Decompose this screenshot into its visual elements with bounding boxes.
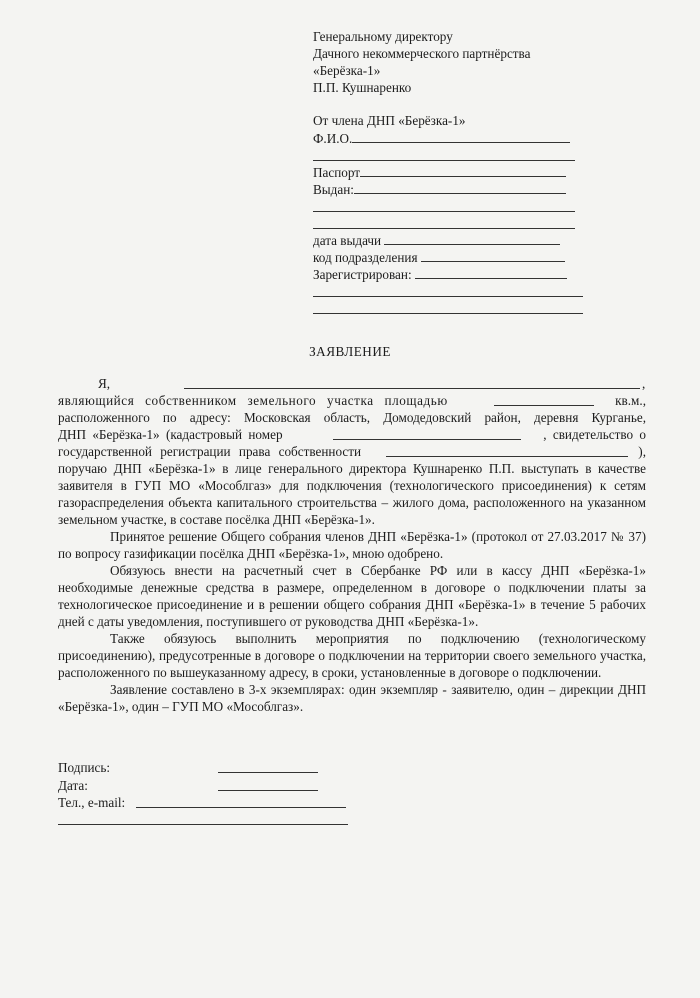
cadastral-row <box>58 426 646 443</box>
from-member-label: От члена ДНП «Берёзка-1» <box>313 113 466 128</box>
paragraph-obligation: Также обязуюсь выполнить мероприятия по подключению (технологическому присоединению), предусотренные в договоре о подключении на территории своего земельного участка, расположенного по вышеуказанному адресу, в сроки, установленные в договоре о подключении. <box>58 631 646 680</box>
issue-date-field[interactable] <box>384 231 560 245</box>
ya-comma: , <box>642 376 646 391</box>
date-row <box>58 777 358 795</box>
signature-label: Подпись: <box>58 760 111 775</box>
signature-field[interactable] <box>218 759 318 773</box>
fio-field-continuation[interactable] <box>313 146 593 163</box>
ya-row <box>58 375 646 392</box>
addressee-line-1: Генеральному директору <box>313 29 453 44</box>
document-title: ЗАЯВЛЕНИЕ <box>309 344 391 359</box>
addressee-line-2: Дачного некоммерческого партнёрства <box>313 46 531 61</box>
certificate-label: , свидетельство о <box>543 427 646 442</box>
applicant-fields <box>313 112 593 316</box>
passport-field[interactable] <box>360 163 566 177</box>
signature-row <box>58 759 358 777</box>
ya-label: Я, <box>98 376 111 391</box>
registration-close: ), <box>638 444 646 459</box>
issued-field-continuation-1[interactable] <box>313 197 593 214</box>
cadastral-number-field[interactable] <box>333 426 521 440</box>
registered-field-continuation-2[interactable] <box>313 299 593 316</box>
paragraph-payment: Обязуюсь внести на расчетный счет в Сбербанке РФ или в кассу ДНП «Берёзка-1» необходимые денежные средства в размере, определенном в договоре о подключении платы за технологическое присоединение и в решении общего собрания ДНП «Берёзка-1» в течение 5 рабочих дней с даты уведомления, поступившего от руководства ДНП «Берёзка-1». <box>58 563 646 629</box>
area-row <box>58 392 646 409</box>
registration-row <box>58 443 646 460</box>
division-code-field[interactable] <box>421 248 565 262</box>
paragraph-copies: Заявление составлено в 3-х экземплярах: один экземпляр - заявителю, один – дирекции ДНП «Берёзка-1», один – ГУП МО «Мособлгаз». <box>58 682 646 714</box>
contact-label: Тел., e-mail: <box>58 795 126 810</box>
signature-block <box>58 759 358 812</box>
issued-label: Выдан: <box>313 182 354 197</box>
registered-field[interactable] <box>415 265 567 279</box>
address-line: расположенного по адресу: Московская область, Домодедовский район, деревня Курганье, <box>58 410 646 425</box>
area-text-content: являющийся собственником земельного участка площадью <box>58 393 448 408</box>
division-code-label: код подразделения <box>313 250 418 265</box>
registration-field[interactable] <box>386 443 628 457</box>
issue-date-row <box>313 231 593 248</box>
contact-field[interactable] <box>136 794 346 808</box>
passport-label: Паспорт <box>313 165 361 180</box>
issued-row <box>313 180 593 197</box>
registered-label: Зарегистрирован: <box>313 267 412 282</box>
applicant-name-field[interactable] <box>184 375 640 389</box>
fio-label: Ф.И.О. <box>313 131 353 146</box>
division-code-row <box>313 248 593 265</box>
statement-body <box>58 375 646 715</box>
date-label: Дата: <box>58 777 88 793</box>
paragraph-decision: Принятое решение Общего собрания членов ДНП «Берёзка-1» (протокол от 27.03.2017 № 37) по вопросу газификации посёлка ДНП «Берёзка-1», мною одобрено. <box>58 529 646 561</box>
paragraph-assignment: поручаю ДНП «Берёзка-1» в лице генерального директора Кушнаренко П.П. выступать в качестве заявителя в ГУП МО «Мособлгаз» для подключения (технологического присоединения) к сетям газораспределения объекта капитального строительства – жилого дома, расположенного на указанном земельном участке, в составе посёлка ДНП «Берёзка-1». <box>58 461 646 527</box>
addressee-line-4: П.П. Кушнаренко <box>313 80 412 95</box>
registered-row <box>313 265 593 282</box>
area-text <box>58 392 488 409</box>
area-unit: кв.м., <box>615 393 646 408</box>
issue-date-label: дата выдачи <box>313 233 382 248</box>
fio-field[interactable] <box>352 129 570 143</box>
cadastral-label: ДНП «Берёзка-1» (кадастровый номер <box>58 427 283 442</box>
area-field[interactable] <box>494 392 594 406</box>
addressee-block <box>313 28 643 96</box>
contact-row <box>58 794 358 812</box>
fio-row <box>313 129 593 146</box>
contact-field-continuation[interactable] <box>58 824 348 825</box>
issued-field-continuation-2[interactable] <box>313 214 593 231</box>
addressee-line-3: «Берёзка-1» <box>313 63 381 78</box>
registration-label: государственной регистрации права собственности <box>58 444 362 459</box>
passport-row <box>313 163 593 180</box>
registered-field-continuation-1[interactable] <box>313 282 593 299</box>
issued-field[interactable] <box>354 180 566 194</box>
date-field[interactable] <box>218 777 318 791</box>
